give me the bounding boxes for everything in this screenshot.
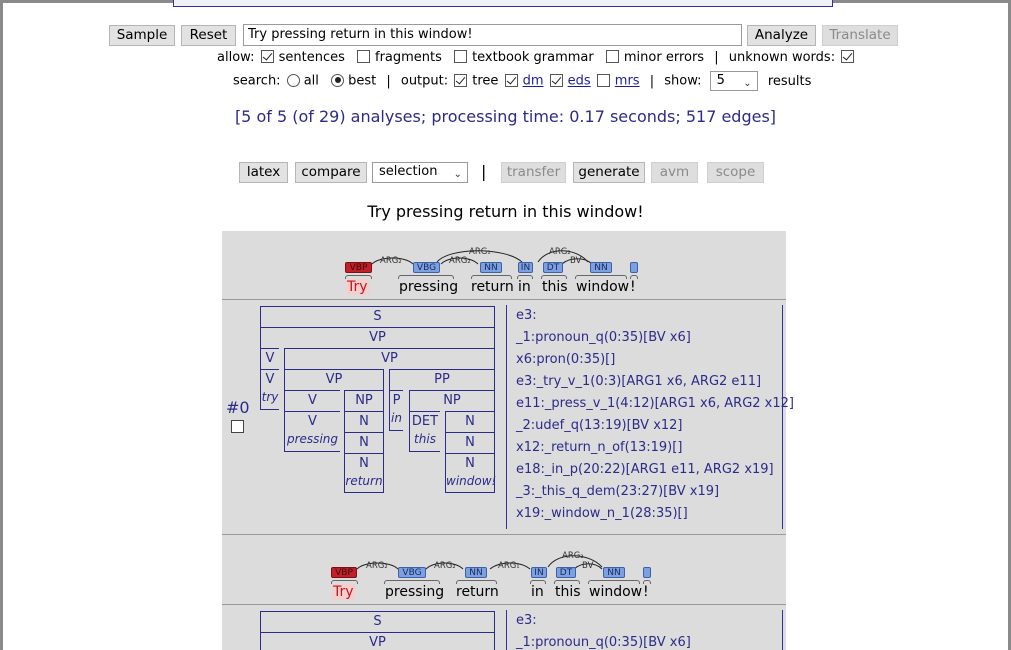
eds-line: e11:_press_v_1(4:12)[ARG1 x6, ARG2 x12] — [516, 396, 794, 411]
selection-value: selection — [379, 164, 438, 179]
reset-button[interactable]: Reset — [181, 25, 236, 46]
textbook-label: textbook grammar — [472, 50, 594, 65]
translate-button[interactable]: Translate — [822, 25, 898, 46]
tree-node-n: N — [445, 453, 495, 474]
tree-node-vp: VP — [284, 369, 384, 390]
token-word: Try — [347, 279, 368, 295]
transfer-button[interactable]: transfer — [501, 162, 566, 183]
sentences-label: sentences — [278, 50, 345, 65]
sentence-title: Try pressing return in this window! — [367, 202, 644, 221]
tree-leaf: try — [260, 390, 279, 410]
token-word: Try — [333, 584, 354, 600]
results-label: results — [767, 73, 812, 89]
pos-tag: DT — [556, 567, 576, 578]
tree-leaf: this — [409, 432, 440, 452]
token-word: return — [471, 279, 514, 295]
pos-tag: IN — [518, 262, 533, 273]
eds-line: _2:udef_q(13:19)[BV x12] — [516, 418, 683, 433]
tree-node-vp: VP — [284, 348, 495, 369]
latex-button[interactable]: latex — [239, 162, 288, 183]
tree-leaf: pressing — [284, 432, 340, 452]
tree-node-s: S — [260, 306, 495, 327]
tree-node-v: V — [284, 411, 340, 432]
chevron-down-icon: ⌄ — [453, 169, 462, 180]
arc-label: ARG₂ — [366, 561, 388, 571]
arc-label: ARG₂ — [562, 551, 584, 561]
arc-label: BV — [570, 256, 582, 266]
scope-button[interactable]: scope — [707, 162, 764, 183]
tree-node-v: V — [260, 348, 279, 369]
token-word: in — [518, 279, 531, 295]
arc-label: ARG₂ — [380, 256, 402, 266]
eds-panel-2 — [506, 610, 783, 650]
token-word: window — [576, 279, 630, 295]
unknown-words-label: unknown words: — [728, 50, 836, 65]
separator: | — [714, 50, 719, 65]
analyze-button[interactable]: Analyze — [747, 25, 816, 46]
token-word: this — [555, 584, 581, 600]
pos-tag: VBP — [345, 262, 372, 273]
allow-label: allow: — [217, 50, 255, 65]
tree-leaf: window! — [445, 474, 495, 493]
arc-label: ARG₂ — [549, 247, 571, 257]
eds-line: e3: — [516, 613, 537, 628]
pos-tag: NN — [603, 567, 625, 578]
pos-tag: NN — [590, 262, 612, 273]
sentence-input[interactable]: Try pressing return in this window! — [243, 24, 742, 46]
token-word: ! — [630, 279, 636, 295]
tree-node-v: V — [260, 369, 279, 390]
dm-link[interactable]: dm — [522, 73, 544, 89]
analysis-status: [5 of 5 (of 29) analyses; processing time: 0.17 seconds; 517 edges] — [234, 107, 777, 126]
separator: | — [386, 73, 391, 89]
arc-label: ARG₂ — [449, 256, 471, 266]
show-label: show: — [664, 73, 702, 89]
best-label: best — [348, 73, 377, 89]
token-word: in — [531, 584, 544, 600]
search-label: search: — [233, 73, 281, 89]
minor-errors-label: minor errors — [623, 50, 705, 65]
output-label: output: — [400, 73, 449, 89]
token-word: window — [589, 584, 643, 600]
tree-node-n: N — [445, 432, 495, 453]
compare-button[interactable]: compare — [295, 162, 367, 183]
tree-node-np: NP — [409, 390, 495, 411]
separator: | — [649, 73, 655, 89]
pos-tag: IN — [531, 567, 547, 578]
mrs-link[interactable]: mrs — [614, 73, 640, 89]
pos-tag: DT — [543, 262, 563, 273]
arc-label: ARG₂ — [434, 561, 456, 571]
tree-node-n: N — [344, 432, 384, 453]
tree-node-n: N — [445, 411, 495, 432]
fragments-label: fragments — [375, 50, 442, 65]
token-word: return — [456, 584, 499, 600]
eds-line: _1:pronoun_q(0:35)[BV x6] — [516, 330, 691, 345]
sample-button[interactable]: Sample — [109, 25, 175, 46]
tree-node-n: N — [344, 453, 384, 474]
token-word: pressing — [399, 279, 459, 295]
pos-tag: NN — [465, 567, 487, 578]
chevron-down-icon: ⌄ — [743, 78, 752, 89]
eds-link[interactable]: eds — [567, 73, 591, 89]
tree-node-v: V — [284, 390, 340, 411]
eds-line: x6:pron(0:35)[] — [516, 352, 616, 367]
tree-node-p: P — [389, 390, 403, 411]
result-number: #0 — [226, 398, 250, 417]
arc-label: BV — [582, 561, 594, 571]
arc-label: ARG₁ — [498, 561, 520, 571]
eds-line: e18:_in_p(20:22)[ARG1 e11, ARG2 x19] — [516, 462, 774, 477]
tree-node-np: NP — [344, 390, 384, 411]
tree-label: tree — [472, 73, 499, 89]
eds-line: _3:_this_q_dem(23:27)[BV x19] — [516, 484, 720, 499]
eds-line: e3: — [516, 308, 537, 323]
tree-leaf: in — [389, 411, 403, 431]
tree-node-det: DET — [409, 411, 440, 432]
token-word: ! — [643, 584, 649, 600]
token-word: pressing — [385, 584, 445, 600]
avm-button[interactable]: avm — [651, 162, 698, 183]
all-label: all — [303, 73, 319, 89]
token-word: this — [542, 279, 568, 295]
eds-line: x19:_window_n_1(28:35)[] — [516, 506, 688, 521]
tree-node-vp: VP — [260, 632, 495, 650]
generate-button[interactable]: generate — [573, 162, 645, 183]
separator: | — [481, 162, 487, 181]
tree-node-n: N — [344, 411, 384, 432]
tree-node-s: S — [260, 611, 495, 632]
tree-node-pp: PP — [389, 369, 495, 390]
tree-leaf: return — [344, 474, 384, 493]
pos-tag: VBG — [398, 567, 426, 578]
eds-line: e3:_try_v_1(0:3)[ARG1 x6, ARG2 e11] — [516, 374, 762, 389]
show-select-value: 5 — [716, 73, 725, 88]
arc-label: ARG₁ — [469, 247, 491, 257]
pos-tag: VBP — [331, 567, 357, 578]
tree-node-vp: VP — [260, 327, 495, 348]
pos-tag: NN — [480, 262, 502, 273]
pos-tag — [643, 567, 651, 578]
eds-line: x12:_return_n_of(13:19)[] — [516, 440, 683, 455]
eds-line: _1:pronoun_q(0:35)[BV x6] — [516, 635, 691, 650]
pos-tag: VBG — [413, 262, 440, 273]
